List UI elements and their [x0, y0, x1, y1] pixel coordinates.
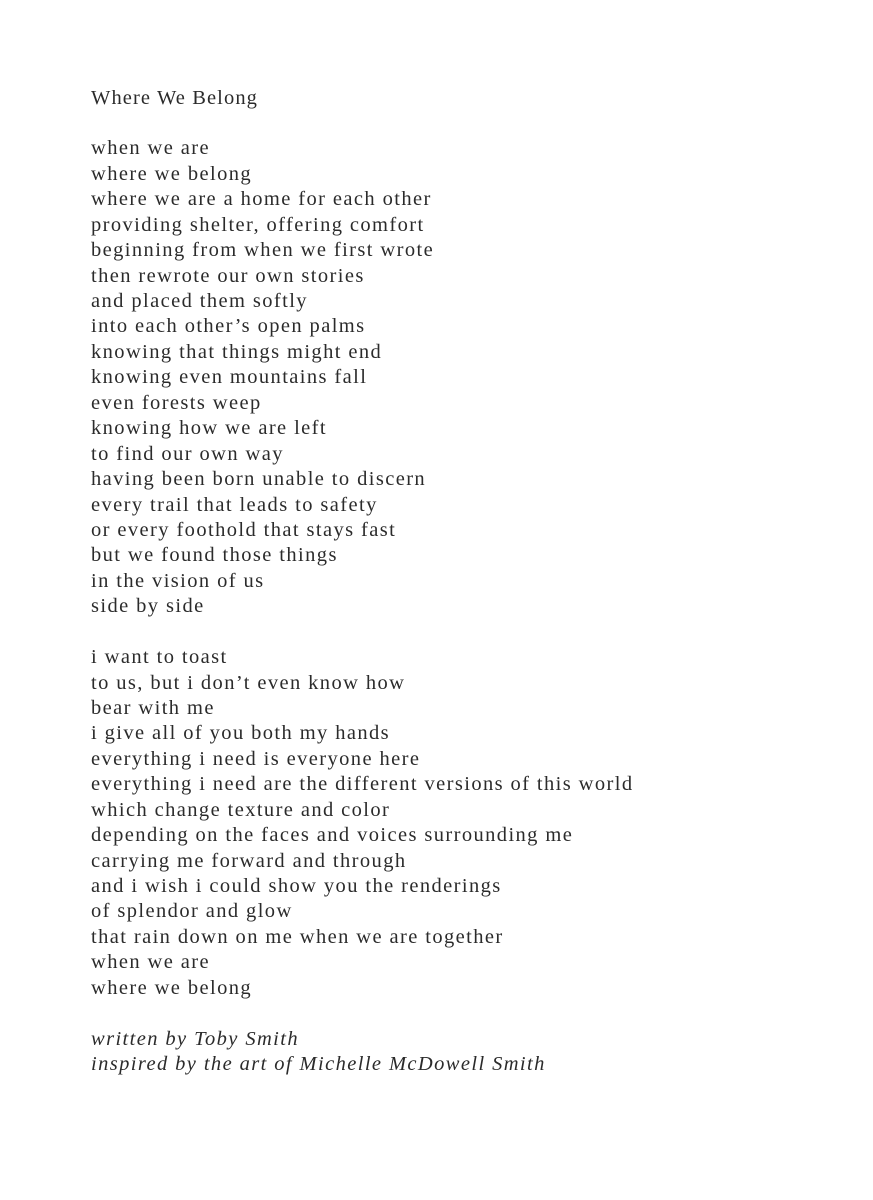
poem-line: and i wish i could show you the renderings — [91, 875, 502, 898]
poem-line: where we are a home for each other — [91, 188, 432, 211]
poem-line: i give all of you both my hands — [91, 722, 391, 745]
poem-line: i want to toast — [91, 646, 228, 669]
poem-title: Where We Belong — [91, 87, 259, 109]
poem-line: in the vision of us — [91, 569, 265, 592]
stanza-1 — [91, 136, 851, 619]
stanza-2 — [91, 645, 851, 1001]
poem-line: side by side — [91, 595, 205, 618]
poem-line: everything i need is everyone here — [91, 747, 421, 770]
spacer — [91, 620, 851, 645]
poem-line: beginning from when we first wrote — [91, 239, 435, 262]
poem-line: knowing even mountains fall — [91, 366, 368, 389]
poem-line: knowing how we are left — [91, 417, 327, 440]
poem-line: when we are — [91, 951, 210, 974]
poem-line: every trail that leads to safety — [91, 493, 378, 516]
poem-line: to find our own way — [91, 442, 284, 465]
poem-line: of splendor and glow — [91, 900, 293, 923]
poem-line: when we are — [91, 137, 210, 160]
poem-line: even forests weep — [91, 391, 262, 414]
poem-page — [91, 85, 851, 1077]
poem-line: or every foothold that stays fast — [91, 518, 397, 541]
credits — [91, 1027, 851, 1078]
poem-line: where we belong — [91, 976, 253, 999]
poem-line: providing shelter, offering comfort — [91, 213, 425, 236]
poem-line: where we belong — [91, 162, 253, 185]
author-credit: written by Toby Smith — [91, 1027, 300, 1050]
poem-line: everything i need are the different versions of this world — [91, 773, 634, 796]
poem-line: then rewrote our own stories — [91, 264, 365, 287]
poem-line: knowing that things might end — [91, 340, 383, 363]
poem-line: into each other’s open palms — [91, 315, 366, 338]
poem-line: having been born unable to discern — [91, 468, 427, 491]
poem-line: which change texture and color — [91, 798, 391, 821]
poem-line: depending on the faces and voices surrounding me — [91, 824, 574, 847]
poem-line: carrying me forward and through — [91, 849, 407, 872]
inspiration-credit: inspired by the art of Michelle McDowell Smith — [91, 1053, 546, 1076]
poem-line: bear with me — [91, 696, 215, 719]
spacer — [91, 111, 851, 136]
poem-line: to us, but i don’t even know how — [91, 671, 406, 694]
poem-line: and placed them softly — [91, 290, 308, 313]
poem-line: but we found those things — [91, 544, 338, 567]
poem-line: that rain down on me when we are together — [91, 925, 504, 948]
